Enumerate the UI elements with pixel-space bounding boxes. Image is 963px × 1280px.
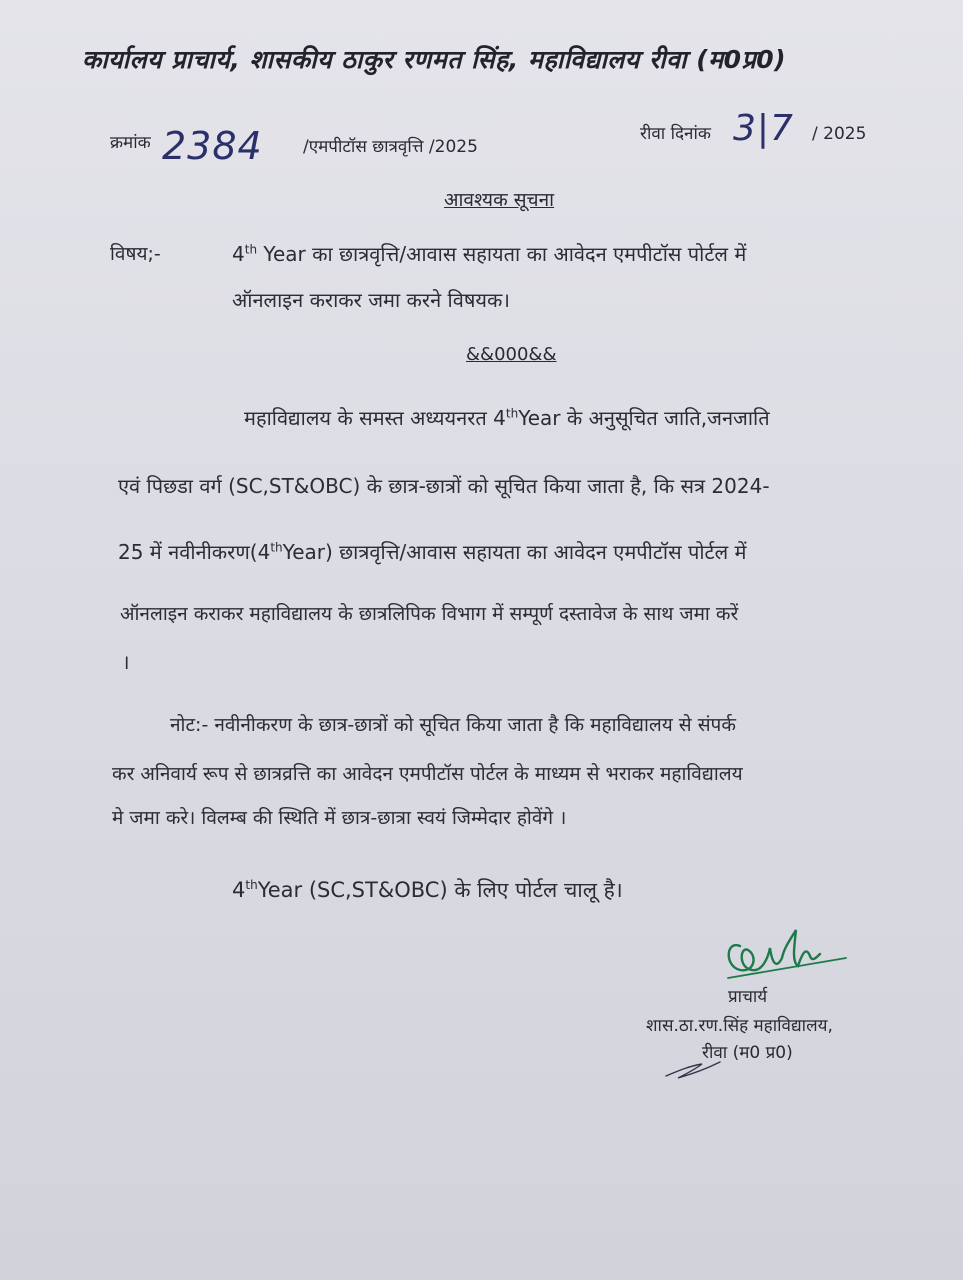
notice-title: आवश्यक सूचना [444,189,555,211]
date-suffix: / 2025 [812,124,867,144]
date-handwritten: 3|7 [733,108,794,149]
principal-signature [718,918,858,988]
para1-line-2: एवं पिछडा वर्ग (SC,ST&OBC) के छात्र-छात्रों को सूचित किया जाता है, कि सत्र 2024- [118,474,770,498]
subject-line-2: ऑनलाइन कराकर जमा करने विषयक। [232,288,510,312]
separator: &&000&& [466,344,557,365]
kramank-suffix: /एमपीटॉस छात्रवृत्ति /2025 [303,137,478,157]
place-initials-scribble [660,1052,740,1082]
subject-label: विषय;- [110,243,161,265]
para1-line-3: 25 में नवीनीकरण(4thYear) छात्रवृत्ति/आवास सहायता का आवेदन एमपीटॉस पोर्टल में [118,540,747,564]
subject-line-1: 4th Year का छात्रवृत्ति/आवास सहायता का आवेदन एमपीटॉस पोर्टल में [232,242,747,266]
kramank-label: क्रमांक [110,133,151,153]
institution-name: शास.ठा.रण.सिंह महाविद्यालय, [646,1016,833,1036]
kramank-number-handwritten: 2384 [162,124,263,168]
para1-line-1: महाविद्यालय के समस्त अध्ययनरत 4thYear के अनुसूचित जाति,जनजाति [244,406,770,430]
date-label: रीवा दिनांक [640,124,711,144]
office-header: कार्यालय प्राचार्य, शासकीय ठाकुर रणमत सिंह, महाविद्यालय रीवा (म0प्र0) [82,45,787,74]
scribble-stroke [666,1062,720,1078]
note-line-1: नोट:- नवीनीकरण के छात्र-छात्रों को सूचित किया जाता है कि महाविद्यालय से संपर्क [170,714,736,736]
note-line-3: मे जमा करे। विलम्ब की स्थिति में छात्र-छात्रा स्वयं जिम्मेदार होवेंगे । [112,807,567,829]
institution-place: रीवा (म0 प्र0) [702,1043,793,1063]
note-line-2: कर अनिवार्य रूप से छात्रव्रत्ति का आवेदन एमपीटॉस पोर्टल के माध्यम से भराकर महाविद्यालय [112,763,743,785]
designation: प्राचार्य [728,987,768,1007]
para1-line-5: । [122,650,130,674]
para1-line-4: ऑनलाइन कराकर महाविद्यालय के छात्रलिपिक विभाग में सम्पूर्ण दस्तावेज के साथ जमा करें [120,603,739,625]
portal-open-line: 4thYear (SC,ST&OBC) के लिए पोर्टल चालू है। [232,878,623,902]
